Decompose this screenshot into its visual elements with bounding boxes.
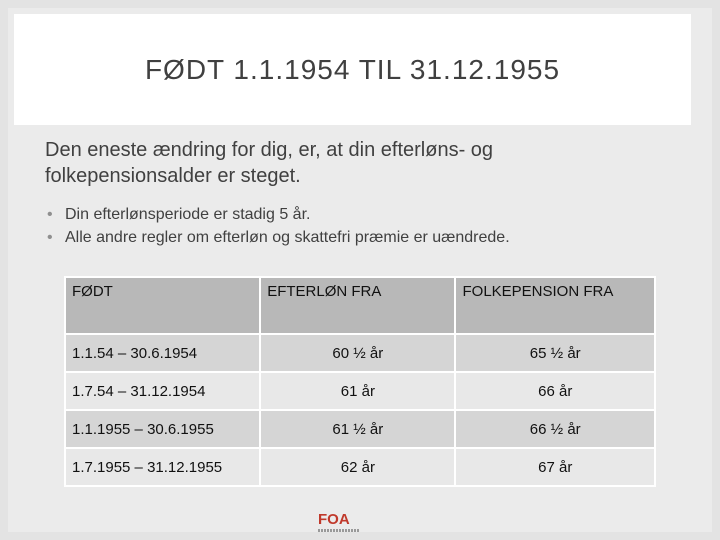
bullet-icon: • — [47, 229, 53, 246]
lead-text: Den eneste ændring for dig, er, at din efterløns- og folkepensionsalder er steget. — [45, 139, 494, 187]
cell-efterloen: 62 år — [260, 448, 455, 486]
cell-born: 1.1.54 – 30.6.1954 — [65, 334, 260, 372]
retirement-table — [64, 276, 656, 487]
header-born: FØDT — [65, 277, 260, 334]
table-row — [65, 448, 655, 486]
title-band — [14, 14, 691, 125]
cell-folkepension: 65 ½ år — [455, 334, 655, 372]
cell-folkepension: 66 år — [455, 372, 655, 410]
cell-folkepension: 66 ½ år — [455, 410, 655, 448]
header-folkepension: FOLKEPENSION FRA — [455, 277, 655, 334]
foa-logo — [318, 512, 364, 534]
slide-content — [45, 137, 665, 249]
bullet-item — [45, 203, 665, 226]
table-row — [65, 372, 655, 410]
cell-efterloen: 61 år — [260, 372, 455, 410]
cell-efterloen: 61 ½ år — [260, 410, 455, 448]
foa-logo-text: FOA — [318, 511, 350, 528]
bullet-icon: • — [47, 206, 53, 223]
bullet-text: Din efterlønsperiode er stadig 5 år. — [65, 206, 311, 223]
table-header-row — [65, 277, 655, 334]
cell-born: 1.7.54 – 31.12.1954 — [65, 372, 260, 410]
cell-folkepension: 67 år — [455, 448, 655, 486]
bullet-list — [45, 203, 665, 249]
bullet-text: Alle andre regler om efterløn og skattefri præmie er uændrede. — [65, 229, 510, 246]
bullet-item — [45, 226, 665, 249]
cell-born: 1.1.1955 – 30.6.1955 — [65, 410, 260, 448]
cell-efterloen: 60 ½ år — [260, 334, 455, 372]
cell-born: 1.7.1955 – 31.12.1955 — [65, 448, 260, 486]
header-efterloen: EFTERLØN FRA — [260, 277, 455, 334]
slide-title: FØDT 1.1.1954 TIL 31.12.1955 — [144, 53, 561, 85]
table-row — [65, 410, 655, 448]
foa-logo-tagline — [318, 529, 360, 532]
table-row — [65, 334, 655, 372]
